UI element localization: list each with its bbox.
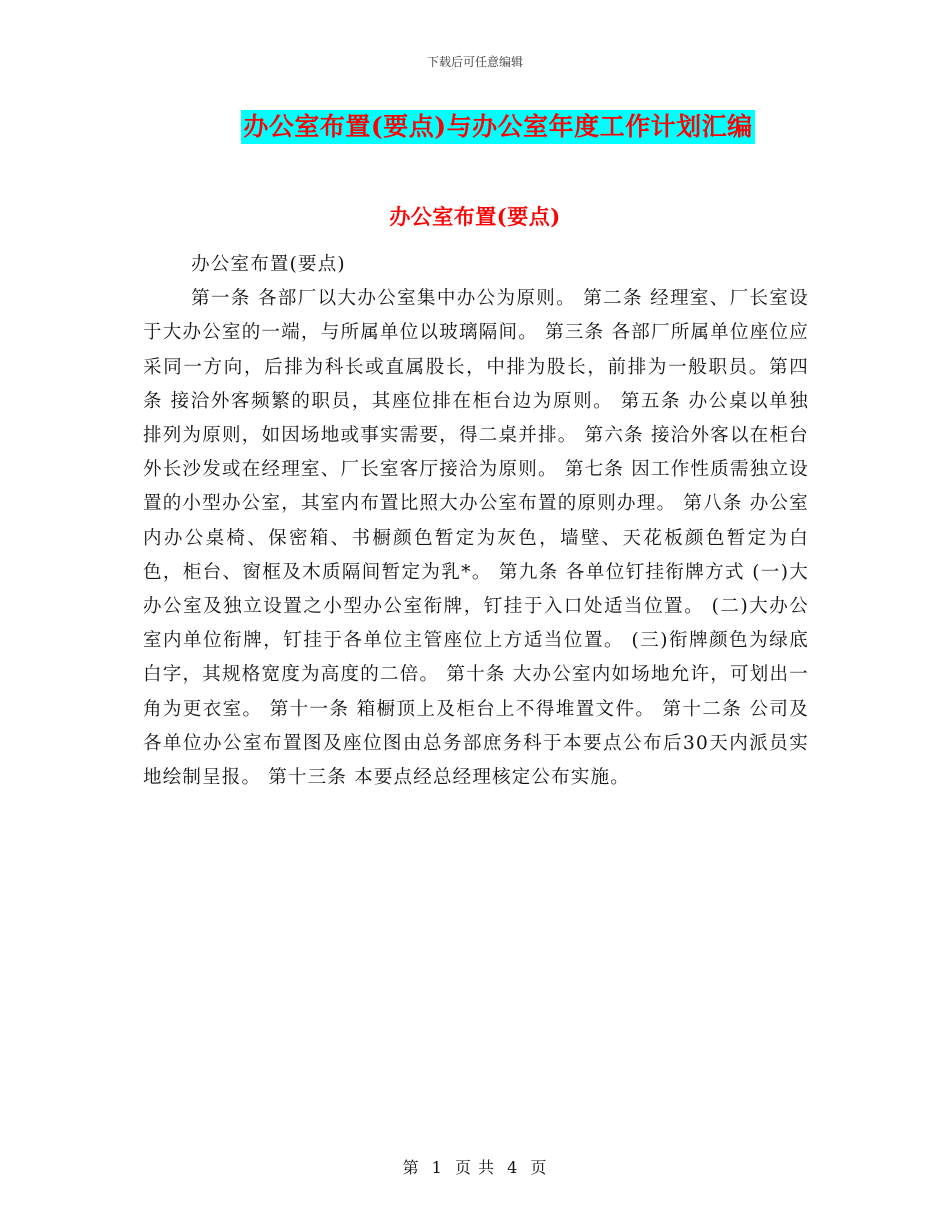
page-prefix: 第 xyxy=(402,1158,420,1177)
header-note: 下载后可任意编辑 xyxy=(426,55,523,69)
page-number-footer xyxy=(0,1155,950,1178)
document-title-container xyxy=(0,110,950,144)
page-separator: 页 共 xyxy=(454,1158,496,1177)
document-title: 办公室布置(要点)与办公室年度工作计划汇编 xyxy=(241,110,754,144)
current-page-number: 1 xyxy=(431,1158,443,1177)
body-paragraph-subheading: 办公室布置(要点) xyxy=(191,254,346,275)
section-title: 办公室布置(要点) xyxy=(389,204,561,229)
body-paragraph-articles: 第一条 各部厂以大办公室集中办公为原则。 第二条 经理室、厂长室设于大办公室的一端，与所属单位以玻璃隔间。 第三条 各部厂所属单位座位应采同一方向，后排为科长或直属股长，中排为股长，前排为一般职员。第四条 接洽外客频繁的职员，其座位排在柜台边为原则。 第五条 办公桌以单独排列为原则，如因场地或事实需要，得二桌并排。 第六条 接洽外客以在柜台外长沙发或在经理室、厂长室客厅接洽为原则。 第七条 因工作性质需独立设置的小型办公室，其室内布置比照大办公室布置的原则办理。 第八条 办公室内办公桌椅、保密箱、书橱颜色暂定为灰色，墙壁、天花板颜色暂定为白色，柜台、窗框及木质隔间暂定为乳*。 第九条 各单位钉挂衔牌方式 (一)大办公室及独立设置之小型办公室衔牌，钉挂于入口处适当位置。 (二)大办公室内单位衔牌，钉挂于各单位主管座位上方适当位置。 (三)衔牌颜色为绿底白字，其规格宽度为高度的二倍。 第十条 大办公室内如场地允许，可划出一角为更衣室。 第十一条 箱橱顶上及柜台上不得堆置文件。 第十二条 公司及各单位办公室布置图及座位图由总务部庶务科于本要点公布后30天内派员实地绘制呈报。 第十三条 本要点经总经理核定公布实施。 xyxy=(143,288,809,789)
page-suffix: 页 xyxy=(530,1158,548,1177)
total-page-number: 4 xyxy=(507,1158,519,1177)
document-body xyxy=(143,248,809,795)
